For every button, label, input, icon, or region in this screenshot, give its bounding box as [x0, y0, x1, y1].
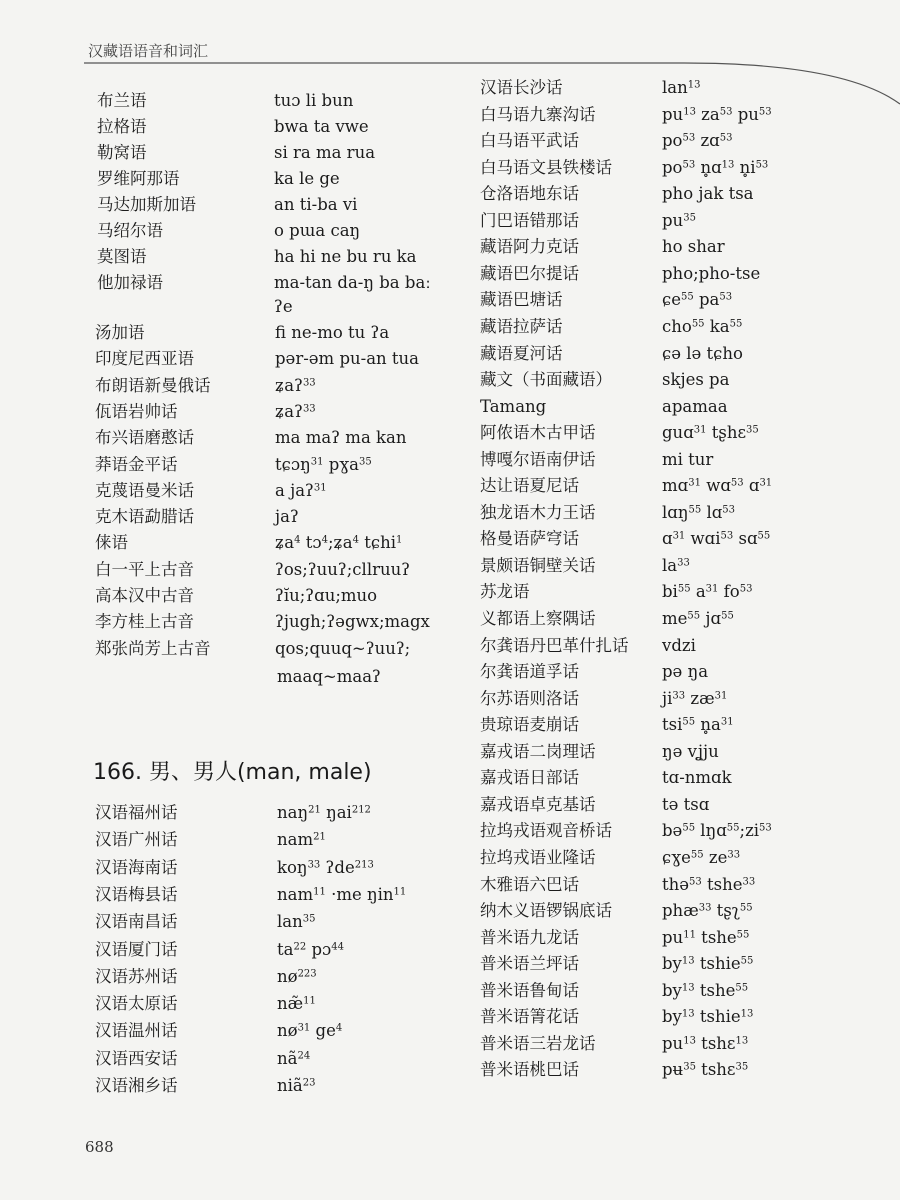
phonetic-form: o pɯa caŋ: [274, 221, 361, 240]
phonetic-form: phæ$^{33}$ tʂʅ$^{55}$: [662, 901, 753, 921]
language-name: 白一平上古音: [95, 559, 194, 579]
language-name: 汉语福州话: [95, 803, 178, 822]
language-name: 普米语桃巴话: [480, 1060, 579, 1080]
language-name: 尔苏语则洛话: [480, 688, 579, 708]
language-name: 他加禄语: [97, 273, 163, 292]
phonetic-form: ɕe$^{55}$ $pa^{53}$: [662, 290, 733, 310]
language-name: 布兴语磨憨话: [95, 428, 194, 448]
language-name: 佤语岩帅话: [95, 401, 178, 421]
phonetic-form: $po^{53}$ zɑ$^{53}$: [662, 131, 733, 151]
language-name: 阿侬语木古甲话: [480, 423, 596, 443]
phonetic-form: ha hi ne bu ru ka: [274, 247, 417, 266]
phonetic-form: bwa ta vwe: [274, 117, 369, 136]
language-name: 仓洛语地东话: [480, 184, 579, 204]
language-name: 俫语: [95, 533, 128, 553]
language-name: 汉语海南话: [95, 857, 178, 877]
phonetic-form: lan$^{35}$: [277, 912, 316, 932]
phonetic-form: lan$^{13}$: [662, 78, 701, 97]
phonetic-form: ʑaʔ$^{33}$: [275, 401, 316, 421]
language-name: 汤加语: [95, 323, 145, 342]
phonetic-form: $by^{13}$ tshie$^{13}$: [662, 1007, 754, 1027]
language-name: 马达加斯加语: [97, 195, 196, 214]
phonetic-form: vdzi: [662, 635, 696, 655]
language-name: 勒窝语: [97, 143, 147, 162]
phonetic-form: ŋə vʝju: [662, 741, 719, 761]
phonetic-form: pho;pho-tse: [662, 263, 761, 283]
phonetic-form: si ra ma rua: [274, 143, 376, 162]
phonetic-form: nam$^{11}$ ·me ŋin$^{11}$: [277, 884, 407, 904]
phonetic-form: fi ne-mo tu ʔa: [275, 323, 390, 342]
language-name: 白马语平武话: [480, 131, 579, 151]
phonetic-form: pə ŋa: [662, 662, 709, 682]
language-name: 布朗语新曼俄话: [95, 375, 211, 395]
language-name: 普米语三岩龙话: [480, 1033, 596, 1053]
entry-continuation: maaq~maaʔ: [277, 667, 381, 686]
phonetic-form: $ji^{33}$ $zæ^{31}$: [662, 688, 728, 708]
phonetic-form: pho jak tsa: [662, 184, 754, 204]
entry-continuation: ʔe: [274, 297, 293, 316]
language-name: 木雅语六巴话: [480, 874, 579, 894]
language-name: 嘉戎语日部话: [480, 768, 579, 788]
language-name: 独龙语木力王话: [480, 502, 596, 522]
language-name: 藏文（书面藏语）: [480, 370, 612, 390]
phonetic-form: ʑaʔ$^{33}$: [275, 375, 316, 395]
phonetic-form: nam$^{21}$: [277, 830, 326, 850]
language-name: 汉语西安话: [95, 1048, 178, 1068]
phonetic-form: cho$^{55}$ $ka^{55}$: [662, 316, 743, 336]
language-name: 格曼语萨穹话: [480, 529, 579, 549]
language-name: 嘉戎语卓克基话: [480, 794, 596, 814]
language-name: 汉语南昌话: [95, 912, 178, 932]
language-name: 拉格语: [97, 117, 147, 136]
phonetic-form: tə tsɑ: [662, 794, 710, 814]
phonetic-form: $pu^{13}$ $za^{53}$ $pu^{53}$: [662, 104, 772, 124]
phonetic-form: tɕɔŋ$^{31}$ pɣa$^{35}$: [275, 454, 372, 474]
phonetic-form: thə$^{53}$ tshe$^{33}$: [662, 874, 756, 894]
phonetic-form: $nã^{24}$: [277, 1048, 311, 1068]
language-name: 普米语九龙话: [480, 927, 579, 947]
phonetic-form: $by^{13}$ tshe$^{55}$: [662, 980, 749, 1000]
phonetic-form: $nø^{223}$: [277, 966, 317, 986]
language-name: 汉语太原话: [95, 994, 178, 1014]
phonetic-form: mɑ$^{31}$ wɑ$^{53}$ ɑ$^{31}$: [662, 476, 773, 496]
language-name: 高本汉中古音: [95, 586, 194, 605]
phonetic-form: pər-əm pu-an tua: [275, 349, 420, 369]
phonetic-form: næ̃$^{11}$: [277, 994, 316, 1014]
phonetic-form: jaʔ: [275, 507, 299, 527]
phonetic-form: $bi^{55}$ $a^{31}$ $fo^{53}$: [662, 582, 753, 602]
language-name: 藏语拉萨话: [480, 316, 563, 336]
language-name: 汉语厦门话: [95, 939, 178, 959]
phonetic-form: niã$^{23}$: [277, 1076, 316, 1095]
phonetic-form: an ti-ba vi: [274, 195, 358, 214]
language-name: 贵琼语麦崩话: [480, 715, 579, 735]
language-name: 尔龚语丹巴革什扎话: [480, 635, 629, 655]
phonetic-form: pʉ$^{35}$ tshɛ$^{35}$: [662, 1060, 749, 1080]
language-name: 汉语长沙话: [480, 78, 563, 97]
language-name: 郑张尚芳上古音: [95, 638, 211, 658]
language-name: 布兰语: [97, 91, 147, 110]
language-name: 普米语箐花话: [480, 1007, 579, 1027]
language-name: 达让语夏尼话: [480, 476, 579, 496]
language-name: 克木语勐腊话: [95, 507, 194, 527]
running-head: 汉藏语语音和词汇: [88, 42, 209, 60]
language-name: 门巴语错那话: [480, 210, 579, 230]
phonetic-form: $la^{33}$: [662, 555, 690, 575]
language-name: 纳木义语锣锅底话: [480, 901, 612, 921]
phonetic-form: $ta^{22}$ pɔ$^{44}$: [277, 939, 344, 959]
language-name: 汉语广州话: [95, 830, 178, 850]
phonetic-form: ka le ge: [274, 169, 340, 188]
phonetic-form: ʔos;ʔuuʔ;cllruuʔ: [275, 559, 411, 579]
section-heading: 166. 男、男人(man, male): [93, 760, 372, 785]
language-name: 李方桂上古音: [95, 612, 194, 632]
language-name: 景颇语铜壁关话: [480, 555, 596, 575]
language-name: 莽语金平话: [95, 454, 178, 474]
language-name: 马绍尔语: [97, 221, 163, 240]
phonetic-form: tuɔ li bun: [274, 91, 354, 110]
phonetic-form: $me^{55}$ jɑ$^{55}$: [662, 609, 734, 628]
phonetic-form: ho shar: [662, 237, 725, 257]
phonetic-form: apamaa: [662, 396, 728, 416]
phonetic-form: $pu^{13}$ tshɛ$^{13}$: [662, 1033, 749, 1053]
language-name: 普米语兰坪话: [480, 954, 579, 974]
phonetic-form: lɑŋ$^{55}$ lɑ$^{53}$: [662, 502, 736, 522]
phonetic-form: $pu^{11}$ tshe$^{55}$: [662, 927, 750, 947]
phonetic-form: mi tur: [662, 449, 714, 469]
language-name: 藏语阿力克话: [480, 237, 579, 257]
language-name: 苏龙语: [480, 582, 530, 602]
phonetic-form: ʑa$^4$ tɔ$^4$;ʑa$^4$ tɕhi$^1$: [275, 533, 403, 553]
phonetic-form: $nø^{31}$ $ge^4$: [277, 1021, 343, 1041]
language-name: 博嘎尔语南伊话: [480, 449, 596, 469]
phonetic-form: a jaʔ$^{31}$: [275, 480, 327, 500]
language-name: Tamang: [480, 396, 547, 416]
phonetic-form: guɑ$^{31}$ tʂhɛ$^{35}$: [662, 423, 759, 443]
language-name: 拉坞戎语观音桥话: [480, 821, 612, 841]
phonetic-form: qos;quuq~ʔuuʔ;: [275, 638, 411, 658]
language-name: 嘉戎语二岗理话: [480, 741, 596, 761]
language-name: 汉语湘乡话: [95, 1076, 178, 1095]
language-name: 汉语梅县话: [95, 884, 178, 904]
language-name: 义都语上察隅话: [480, 609, 596, 628]
language-name: 白马语文县铁楼话: [480, 157, 612, 177]
phonetic-form: skjes pa: [662, 370, 730, 390]
language-name: 尔龚语道孚话: [480, 662, 579, 682]
language-name: 藏语巴塘话: [480, 290, 563, 310]
language-name: 汉语苏州话: [95, 966, 178, 986]
language-name: 拉坞戎语业隆话: [480, 847, 596, 867]
phonetic-form: $by^{13}$ tshie$^{55}$: [662, 954, 754, 974]
language-name: 莫图语: [97, 247, 147, 266]
phonetic-form: ʔĭu;ʔɑu;muo: [275, 586, 378, 605]
phonetic-form: $po^{53}$ n̥ɑ$^{13}$ $n̥i^{53}$: [662, 157, 769, 177]
language-name: 藏语巴尔提话: [480, 263, 579, 283]
phonetic-form: koŋ$^{33}$ ʔde$^{213}$: [277, 857, 374, 877]
phonetic-form: ma-tan da-ŋ ba baː: [274, 273, 431, 292]
language-name: 白马语九寨沟话: [480, 104, 596, 124]
phonetic-form: ʔjugh;ʔəgwx;magx: [275, 612, 430, 632]
language-name: 汉语温州话: [95, 1021, 178, 1041]
language-name: 罗维阿那语: [97, 169, 180, 188]
page-number: 688: [85, 1138, 114, 1156]
language-name: 印度尼西亚语: [95, 349, 194, 369]
language-name: 克蔑语曼米话: [95, 480, 194, 500]
phonetic-form: ɕɣe$^{55}$ $ze^{33}$: [662, 847, 741, 867]
phonetic-form: tɑ-nmɑk: [662, 768, 732, 788]
phonetic-form: ma maʔ ma kan: [275, 428, 407, 448]
phonetic-form: ɑ$^{31}$ wɑi$^{53}$ sɑ$^{55}$: [662, 529, 771, 549]
phonetic-form: $pu^{35}$: [662, 210, 696, 230]
phonetic-form: tsi$^{55}$ $n̥a^{31}$: [662, 715, 734, 735]
language-name: 普米语鲁甸话: [480, 980, 579, 1000]
language-name: 藏语夏河话: [480, 343, 563, 363]
phonetic-form: ɕə lə tɕho: [662, 343, 743, 363]
phonetic-form: bə$^{55}$ $lŋɑ^{55};zi^{53}$: [662, 821, 772, 841]
phonetic-form: naŋ$^{21}$ ŋai$^{212}$: [277, 803, 371, 822]
